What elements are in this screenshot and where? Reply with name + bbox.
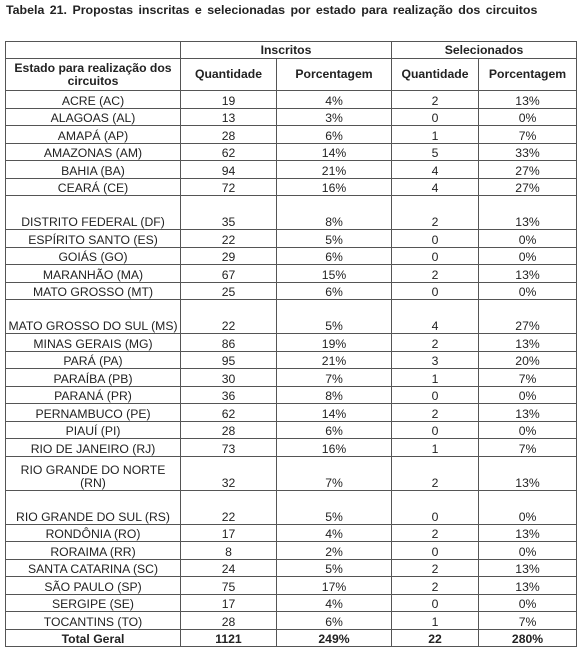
table-row: [6, 386, 577, 404]
inscritos-quantidade-cell: 24: [181, 559, 277, 577]
state-cell: RIO GRANDE DO NORTE (RN): [6, 456, 181, 490]
table-row: [6, 265, 577, 283]
table-row: [6, 542, 577, 560]
state-cell: AMAZONAS (AM): [6, 143, 181, 161]
table-row: [6, 108, 577, 126]
table-row: [6, 612, 577, 630]
selecionados-porcentagem-cell: 13%: [479, 91, 577, 109]
state-cell: SERGIPE (SE): [6, 594, 181, 612]
inscritos-porcentagem-cell: 4%: [277, 91, 392, 109]
state-cell: ALAGOAS (AL): [6, 108, 181, 126]
selecionados-quantidade-cell: 2: [392, 456, 479, 490]
total-row: [6, 629, 577, 647]
inscritos-quantidade-cell: 62: [181, 143, 277, 161]
inscritos-porcentagem-cell: 5%: [277, 490, 392, 524]
selecionados-quantidade-cell: 0: [392, 594, 479, 612]
state-cell: DISTRITO FEDERAL (DF): [6, 196, 181, 230]
selecionados-quantidade-cell: 2: [392, 265, 479, 283]
table-body: [6, 91, 577, 647]
inscritos-porcentagem-cell: 5%: [277, 300, 392, 334]
inscritos-quantidade-cell: 72: [181, 178, 277, 196]
selecionados-porcentagem-cell: 0%: [479, 230, 577, 248]
state-cell: SANTA CATARINA (SC): [6, 559, 181, 577]
state-cell: ACRE (AC): [6, 91, 181, 109]
selecionados-porcentagem-cell: 7%: [479, 126, 577, 144]
total-inscritos-quantidade-cell: 1121: [181, 629, 277, 647]
inscritos-porcentagem-cell: 6%: [277, 612, 392, 630]
selecionados-quantidade-cell: 1: [392, 369, 479, 387]
inscritos-quantidade-cell: 75: [181, 577, 277, 595]
inscritos-quantidade-cell: 22: [181, 300, 277, 334]
state-cell: RORAIMA (RR): [6, 542, 181, 560]
state-cell: MARANHÃO (MA): [6, 265, 181, 283]
selecionados-porcentagem-cell: 27%: [479, 300, 577, 334]
inscritos-porcentagem-cell: 4%: [277, 524, 392, 542]
selecionados-porcentagem-cell: 0%: [479, 386, 577, 404]
selecionados-quantidade-cell: 1: [392, 126, 479, 144]
selecionados-quantidade-cell: 1: [392, 612, 479, 630]
selecionados-quantidade-cell: 2: [392, 404, 479, 422]
table-row: [6, 196, 577, 230]
inscritos-quantidade-cell: 30: [181, 369, 277, 387]
selecionados-quantidade-cell: 0: [392, 421, 479, 439]
table-row: [6, 126, 577, 144]
selecionados-quantidade-cell: 4: [392, 161, 479, 179]
inscritos-porcentagem-cell: 4%: [277, 594, 392, 612]
inscritos-porcentagem-cell: 14%: [277, 143, 392, 161]
table-row: [6, 456, 577, 490]
column-header-inscritos-quantidade: Quantidade: [181, 59, 277, 91]
inscritos-quantidade-cell: 86: [181, 334, 277, 352]
inscritos-quantidade-cell: 13: [181, 108, 277, 126]
inscritos-quantidade-cell: 32: [181, 456, 277, 490]
table-row: [6, 490, 577, 524]
state-cell: GOIÁS (GO): [6, 247, 181, 265]
selecionados-quantidade-cell: 2: [392, 559, 479, 577]
table-row: [6, 369, 577, 387]
inscritos-quantidade-cell: 67: [181, 265, 277, 283]
table-row: [6, 559, 577, 577]
selecionados-porcentagem-cell: 0%: [479, 282, 577, 300]
inscritos-porcentagem-cell: 15%: [277, 265, 392, 283]
inscritos-porcentagem-cell: 5%: [277, 559, 392, 577]
inscritos-quantidade-cell: 22: [181, 230, 277, 248]
table-caption: Tabela 21. Propostas inscritas e selecionadas por estado para realização dos circuitos: [6, 3, 538, 17]
inscritos-porcentagem-cell: 6%: [277, 282, 392, 300]
selecionados-porcentagem-cell: 7%: [479, 369, 577, 387]
inscritos-quantidade-cell: 19: [181, 91, 277, 109]
table-row: [6, 421, 577, 439]
table-row: [6, 334, 577, 352]
selecionados-porcentagem-cell: 13%: [479, 404, 577, 422]
selecionados-quantidade-cell: 0: [392, 542, 479, 560]
inscritos-porcentagem-cell: 16%: [277, 439, 392, 457]
state-cell: PIAUÍ (PI): [6, 421, 181, 439]
inscritos-porcentagem-cell: 8%: [277, 386, 392, 404]
state-cell: RIO DE JANEIRO (RJ): [6, 439, 181, 457]
inscritos-quantidade-cell: 22: [181, 490, 277, 524]
selecionados-quantidade-cell: 1: [392, 439, 479, 457]
selecionados-quantidade-cell: 2: [392, 524, 479, 542]
selecionados-porcentagem-cell: 13%: [479, 196, 577, 230]
inscritos-quantidade-cell: 28: [181, 421, 277, 439]
table-row: [6, 594, 577, 612]
state-cell: RIO GRANDE DO SUL (RS): [6, 490, 181, 524]
table-row: [6, 351, 577, 369]
selecionados-porcentagem-cell: 0%: [479, 490, 577, 524]
state-cell: PERNAMBUCO (PE): [6, 404, 181, 422]
state-cell: PARÁ (PA): [6, 351, 181, 369]
total-state-cell: Total Geral: [6, 629, 181, 647]
inscritos-porcentagem-cell: 2%: [277, 542, 392, 560]
table-row: [6, 282, 577, 300]
selecionados-porcentagem-cell: 33%: [479, 143, 577, 161]
selecionados-porcentagem-cell: 0%: [479, 542, 577, 560]
state-cell: CEARÁ (CE): [6, 178, 181, 196]
selecionados-porcentagem-cell: 13%: [479, 577, 577, 595]
table-row: [6, 300, 577, 334]
selecionados-porcentagem-cell: 13%: [479, 524, 577, 542]
selecionados-porcentagem-cell: 13%: [479, 265, 577, 283]
column-header-selecionados-quantidade: Quantidade: [392, 59, 479, 91]
selecionados-quantidade-cell: 4: [392, 300, 479, 334]
proposals-table: [5, 41, 577, 647]
selecionados-porcentagem-cell: 13%: [479, 334, 577, 352]
selecionados-porcentagem-cell: 7%: [479, 439, 577, 457]
selecionados-porcentagem-cell: 7%: [479, 612, 577, 630]
table-row: [6, 91, 577, 109]
column-header-selecionados-porcentagem: Porcentagem: [479, 59, 577, 91]
inscritos-quantidade-cell: 94: [181, 161, 277, 179]
total-inscritos-porcentagem-cell: 249%: [277, 629, 392, 647]
inscritos-quantidade-cell: 29: [181, 247, 277, 265]
selecionados-porcentagem-cell: 0%: [479, 108, 577, 126]
selecionados-quantidade-cell: 0: [392, 386, 479, 404]
inscritos-porcentagem-cell: 6%: [277, 247, 392, 265]
total-selecionados-quantidade-cell: 22: [392, 629, 479, 647]
inscritos-porcentagem-cell: 8%: [277, 196, 392, 230]
inscritos-quantidade-cell: 95: [181, 351, 277, 369]
state-cell: AMAPÁ (AP): [6, 126, 181, 144]
inscritos-quantidade-cell: 35: [181, 196, 277, 230]
state-cell: MATO GROSSO (MT): [6, 282, 181, 300]
inscritos-porcentagem-cell: 19%: [277, 334, 392, 352]
table-row: [6, 230, 577, 248]
group-header-row: [6, 42, 577, 59]
state-cell: SÃO PAULO (SP): [6, 577, 181, 595]
inscritos-porcentagem-cell: 21%: [277, 351, 392, 369]
selecionados-porcentagem-cell: 13%: [479, 456, 577, 490]
state-cell: TOCANTINS (TO): [6, 612, 181, 630]
inscritos-porcentagem-cell: 16%: [277, 178, 392, 196]
inscritos-porcentagem-cell: 17%: [277, 577, 392, 595]
selecionados-porcentagem-cell: 0%: [479, 247, 577, 265]
selecionados-quantidade-cell: 0: [392, 108, 479, 126]
selecionados-quantidade-cell: 5: [392, 143, 479, 161]
column-header-inscritos-porcentagem: Porcentagem: [277, 59, 392, 91]
inscritos-porcentagem-cell: 6%: [277, 126, 392, 144]
selecionados-porcentagem-cell: 0%: [479, 594, 577, 612]
selecionados-porcentagem-cell: 27%: [479, 178, 577, 196]
inscritos-quantidade-cell: 17: [181, 524, 277, 542]
inscritos-quantidade-cell: 73: [181, 439, 277, 457]
state-cell: MINAS GERAIS (MG): [6, 334, 181, 352]
table-row: [6, 439, 577, 457]
table-row: [6, 178, 577, 196]
selecionados-porcentagem-cell: 27%: [479, 161, 577, 179]
column-header-row: [6, 59, 577, 91]
inscritos-porcentagem-cell: 21%: [277, 161, 392, 179]
total-selecionados-porcentagem-cell: 280%: [479, 629, 577, 647]
inscritos-porcentagem-cell: 7%: [277, 456, 392, 490]
selecionados-quantidade-cell: 0: [392, 282, 479, 300]
selecionados-quantidade-cell: 0: [392, 247, 479, 265]
selecionados-quantidade-cell: 2: [392, 577, 479, 595]
selecionados-porcentagem-cell: 0%: [479, 421, 577, 439]
state-cell: BAHIA (BA): [6, 161, 181, 179]
inscritos-porcentagem-cell: 6%: [277, 421, 392, 439]
table-row: [6, 404, 577, 422]
inscritos-porcentagem-cell: 5%: [277, 230, 392, 248]
state-cell: PARANÁ (PR): [6, 386, 181, 404]
inscritos-quantidade-cell: 28: [181, 612, 277, 630]
inscritos-porcentagem-cell: 7%: [277, 369, 392, 387]
empty-header-cell: [6, 42, 181, 59]
state-cell: MATO GROSSO DO SUL (MS): [6, 300, 181, 334]
inscritos-quantidade-cell: 17: [181, 594, 277, 612]
selecionados-quantidade-cell: 2: [392, 196, 479, 230]
selecionados-porcentagem-cell: 20%: [479, 351, 577, 369]
selecionados-quantidade-cell: 0: [392, 490, 479, 524]
table-row: [6, 524, 577, 542]
inscritos-porcentagem-cell: 3%: [277, 108, 392, 126]
inscritos-quantidade-cell: 62: [181, 404, 277, 422]
inscritos-porcentagem-cell: 14%: [277, 404, 392, 422]
selecionados-quantidade-cell: 3: [392, 351, 479, 369]
table-row: [6, 161, 577, 179]
state-cell: ESPÍRITO SANTO (ES): [6, 230, 181, 248]
table-row: [6, 143, 577, 161]
selecionados-quantidade-cell: 2: [392, 334, 479, 352]
state-cell: PARAÍBA (PB): [6, 369, 181, 387]
table-row: [6, 247, 577, 265]
selecionados-quantidade-cell: 2: [392, 91, 479, 109]
selecionados-quantidade-cell: 0: [392, 230, 479, 248]
inscritos-quantidade-cell: 36: [181, 386, 277, 404]
table-row: [6, 577, 577, 595]
inscritos-quantidade-cell: 28: [181, 126, 277, 144]
column-header-state: Estado para realização dos circuitos: [6, 59, 181, 91]
group-header-inscritos: Inscritos: [181, 42, 392, 59]
selecionados-quantidade-cell: 4: [392, 178, 479, 196]
selecionados-porcentagem-cell: 13%: [479, 559, 577, 577]
group-header-selecionados: Selecionados: [392, 42, 577, 59]
state-cell: RONDÔNIA (RO): [6, 524, 181, 542]
inscritos-quantidade-cell: 8: [181, 542, 277, 560]
inscritos-quantidade-cell: 25: [181, 282, 277, 300]
